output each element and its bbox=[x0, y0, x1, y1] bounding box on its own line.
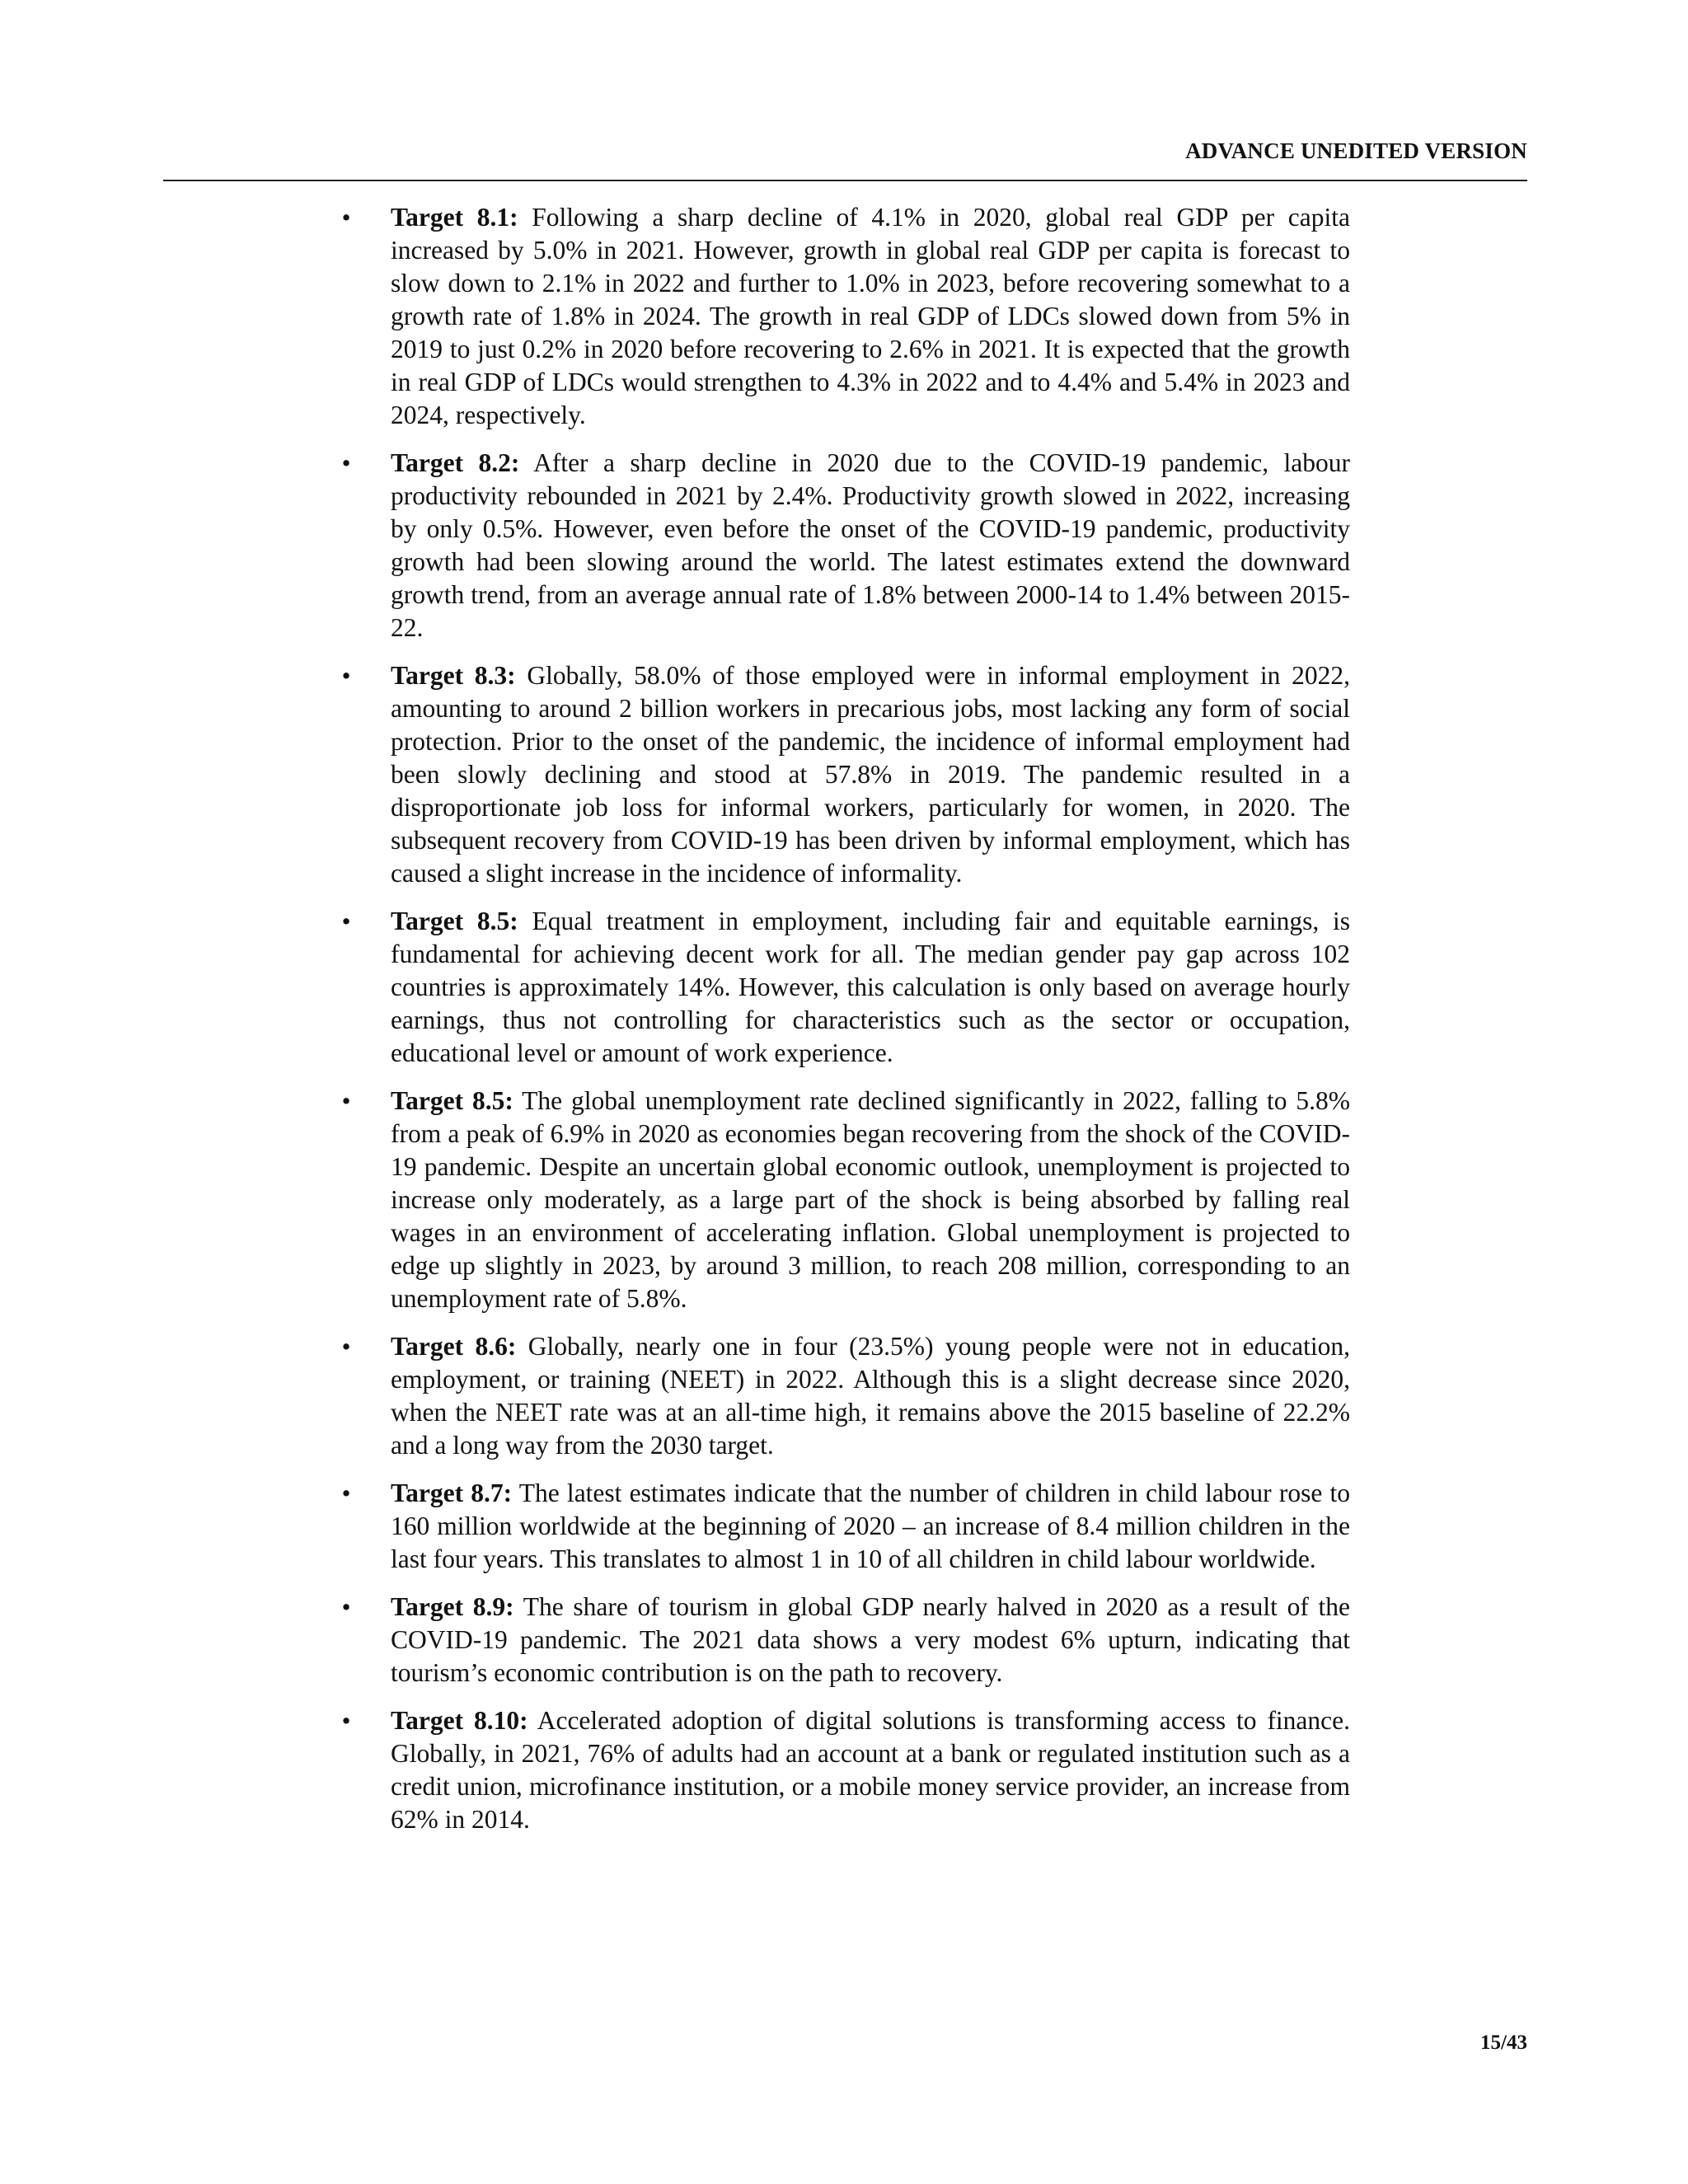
page-number: 15/43 bbox=[1480, 2032, 1527, 2054]
target-label: Target 8.7: bbox=[391, 1479, 513, 1507]
bullet-icon: • bbox=[341, 448, 351, 477]
list-item bbox=[338, 447, 1350, 644]
target-label: Target 8.10: bbox=[391, 1706, 528, 1735]
target-text: Following a sharp decline of 4.1% in 2020, global real GDP per capita increased by 5.0% in 2021. However, growth in global real GDP per capita is forecast to slow down to 2.1% in 2022 and further to 1.0% in 2023, before recovering somewhat to a growth rate of 1.8% in 2024. The growth in real GDP of LDCs slowed down from 5% in 2019 to just 0.2% in 2020 before recovering to 2.6% in 2021. It is expected that the growth in real GDP of LDCs would strengthen to 4.3% in 2022 and to 4.4% and 5.4% in 2023 and 2024, respectively. bbox=[391, 203, 1350, 429]
list-item bbox=[338, 1477, 1350, 1576]
bullet-icon: • bbox=[341, 661, 351, 690]
page-header bbox=[163, 138, 1527, 181]
target-text: The share of tourism in global GDP nearly halved in 2020 as a result of the COVID-19 pandemic. The 2021 data shows a very modest 6% upturn, indicating that tourism’s economic contribution is on the path to recovery. bbox=[391, 1592, 1350, 1687]
list-item bbox=[338, 1085, 1350, 1315]
target-text: Globally, nearly one in four (23.5%) young people were not in education, employment, or training (NEET) in 2022. Although this is a slight decrease since 2020, when the NEET rate was at an all-time high, it remains above the 2015 baseline of 22.2% and a long way from the 2030 target. bbox=[391, 1332, 1350, 1460]
bullet-icon: • bbox=[341, 1706, 351, 1735]
bullet-icon: • bbox=[341, 1332, 351, 1361]
target-text: Accelerated adoption of digital solutions is transforming access to finance. Globally, in 2021, 76% of adults had an account at a bank or regulated institution such as a credit union, microfinance institution, or a mobile money service provider, an increase from 62% in 2014. bbox=[391, 1706, 1351, 1834]
bullet-icon: • bbox=[341, 203, 351, 232]
target-label: Target 8.2: bbox=[391, 448, 520, 477]
bullet-icon: • bbox=[341, 907, 351, 935]
target-label: Target 8.3: bbox=[391, 661, 516, 690]
target-text: The latest estimates indicate that the number of children in child labour rose to 160 million worldwide at the beginning of 2020 – an increase of 8.4 million children in the last four years. This translates to almost 1 in 10 of all children in child labour worldwide. bbox=[391, 1479, 1351, 1573]
header-title: ADVANCE UNEDITED VERSION bbox=[1185, 138, 1527, 163]
target-list bbox=[338, 201, 1350, 1851]
target-text: Equal treatment in employment, including fair and equitable earnings, is fundamental for achieving decent work for all. The median gender pay gap across 102 countries is approximately 14%. However, this calculation is only based on average hourly earnings, thus not controlling for characteristics such as the sector or occupation, educational level or amount of work experience. bbox=[391, 907, 1350, 1067]
target-label: Target 8.9: bbox=[391, 1592, 514, 1621]
list-item bbox=[338, 659, 1350, 890]
target-label: Target 8.5: bbox=[391, 907, 518, 935]
bullet-icon: • bbox=[341, 1592, 351, 1621]
target-text: Globally, 58.0% of those employed were in informal employment in 2022, amounting to around 2 billion workers in precarious jobs, most lacking any form of social protection. Prior to the onset of the pandemic, the incidence of informal employment had been slowly declining and stood at 57.8% in 2019. The pandemic resulted in a disproportionate job loss for informal workers, particularly for women, in 2020. The subsequent recovery from COVID-19 has been driven by informal employment, which has caused a slight increase in the incidence of informality. bbox=[391, 661, 1351, 888]
list-item bbox=[338, 1591, 1350, 1690]
target-label: Target 8.6: bbox=[391, 1332, 517, 1361]
target-label: Target 8.5: bbox=[391, 1086, 513, 1115]
list-item bbox=[338, 1704, 1350, 1836]
list-item bbox=[338, 201, 1350, 432]
bullet-icon: • bbox=[341, 1086, 351, 1115]
list-item bbox=[338, 1330, 1350, 1462]
target-text: After a sharp decline in 2020 due to the COVID-19 pandemic, labour productivity rebounded in 2021 by 2.4%. Productivity growth slowed in 2022, increasing by only 0.5%. However, even before the onset of the COVID-19 pandemic, productivity growth had been slowing around the world. The latest estimates extend the downward growth trend, from an average annual rate of 1.8% between 2000-14 to 1.4% between 2015-22. bbox=[391, 448, 1350, 642]
target-label: Target 8.1: bbox=[391, 203, 518, 232]
target-text: The global unemployment rate declined significantly in 2022, falling to 5.8% from a peak of 6.9% in 2020 as economies began recovering from the shock of the COVID-19 pandemic. Despite an uncertain global economic outlook, unemployment is projected to increase only moderately, as a large part of the shock is being absorbed by falling real wages in an environment of accelerating inflation. Global unemployment is projected to edge up slightly in 2023, by around 3 million, to reach 208 million, corresponding to an unemployment rate of 5.8%. bbox=[391, 1086, 1350, 1313]
list-item bbox=[338, 905, 1350, 1070]
bullet-icon: • bbox=[341, 1479, 351, 1507]
